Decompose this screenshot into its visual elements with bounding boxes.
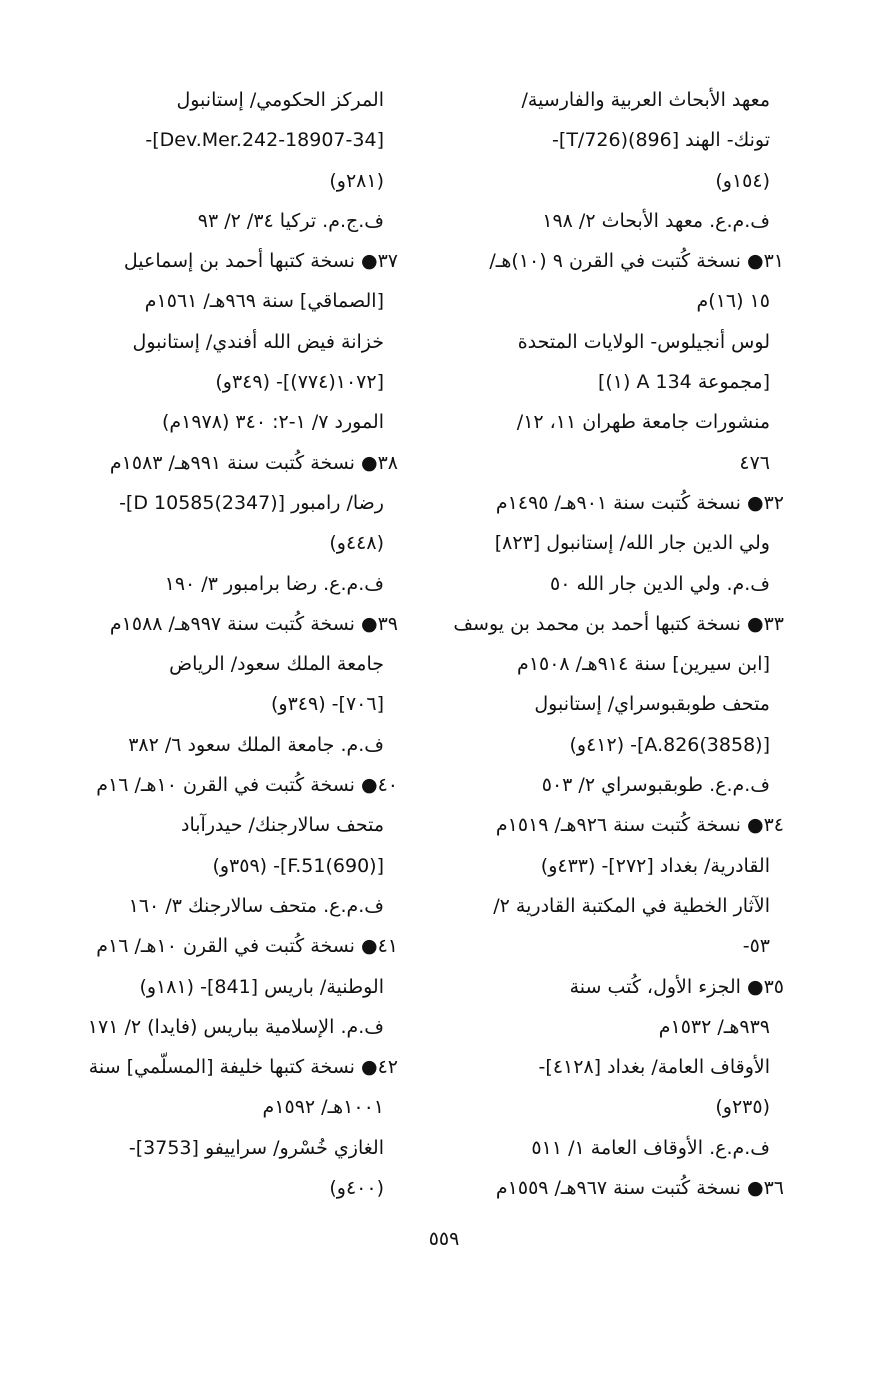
text-line: ١٥ (١٦)م	[696, 290, 770, 313]
text-line: (٤٤٨و)	[329, 532, 384, 555]
text-line: ٥٣-	[742, 935, 770, 958]
left-column	[48, 80, 398, 1208]
entry-heading-line: ٣٧● نسخة كتبها أحمد بن إسماعيل	[123, 250, 398, 273]
text-line: [١٠٧٢(٧٧٤)]- (٣٤٩و)	[215, 371, 384, 394]
text-line: ف.م.ع. متحف سالارجنك ٣/ ١٦٠	[128, 894, 384, 917]
text-line: الغازي خُسْرو/ سراييفو [3753]-	[128, 1136, 384, 1159]
text-line: ٤٧٦	[739, 451, 770, 474]
text-line: الأوقاف العامة/ بغداد [٤١٢٨]-	[538, 1056, 770, 1079]
text-line: ف.م. الإسلامية بباريس (فايدا) ٢/ ١٧١	[87, 1015, 384, 1038]
text-line: [ابن سيرين] سنة ٩١٤هـ/ ١٥٠٨م	[517, 653, 770, 676]
text-line: (٢٣٥و)	[715, 1096, 770, 1119]
entry-heading-line: ٣١● نسخة كُتبت في القرن ٩ (١٠)هـ/	[489, 250, 784, 273]
entry-heading-line: ٤١● نسخة كُتبت في القرن ١٠هـ/ ١٦م	[96, 935, 398, 958]
text-line: [٧٠٦]- (٣٤٩و)	[271, 693, 384, 716]
text-line: خزانة فيض الله أفندي/ إستانبول	[132, 330, 384, 353]
text-line: لوس أنجيلوس- الولايات المتحدة	[517, 330, 770, 353]
text-line: (٤٠٠و)	[329, 1177, 384, 1200]
text-line: [الصماقي] سنة ٩٦٩هـ/ ١٥٦١م	[144, 290, 384, 313]
text-line: متحف سالارجنك/ حيدرآباد	[181, 814, 384, 837]
text-line: جامعة الملك سعود/ الرياض	[169, 653, 384, 676]
entry-heading-line: ٣٢● نسخة كُتبت سنة ٩٠١هـ/ ١٤٩٥م	[495, 491, 784, 514]
text-line: معهد الأبحاث العربية والفارسية/	[521, 89, 770, 111]
text-line: ف.م.ع. رضا برامبور ٣/ ١٩٠	[164, 572, 384, 595]
text-line: الآثار الخطية في المكتبة القادرية ٢/	[493, 894, 770, 917]
text-line: (٢٨١و)	[329, 169, 384, 192]
text-line: تونك- الهند [896)(T/726]-	[552, 129, 770, 152]
text-line: [A.826(3858)]- (٤١٢و)	[569, 733, 770, 756]
text-line: رضا/ رامبور [D 10585(2347)]-	[119, 491, 384, 514]
text-line: ولي الدين جار الله/ إستانبول [٨٢٣]	[494, 532, 770, 555]
entry-heading-line: ٣٣● نسخة كتبها أحمد بن محمد بن يوسف	[453, 612, 784, 635]
text-line: ٩٣٩هـ/ ١٥٣٢م	[658, 1015, 770, 1038]
entry-heading-line: ٤٠● نسخة كُتبت في القرن ١٠هـ/ ١٦م	[96, 774, 398, 797]
text-line: ١٠٠١هـ/ ١٥٩٢م	[262, 1096, 384, 1119]
text-line: المركز الحكومي/ إستانبول	[176, 89, 384, 111]
text-line: [F.51(690)]- (٣٥٩و)	[212, 854, 384, 877]
entry-heading-line: ٣٥● الجزء الأول، كُتب سنة	[569, 975, 784, 998]
text-line: ف.ج.م. تركيا ٣٤/ ٢/ ٩٣	[197, 209, 384, 232]
text-line: منشورات جامعة طهران ١١، ١٢/	[516, 411, 770, 434]
text-line: ف.م.ع. طوبقبوسراي ٢/ ٥٠٣	[541, 774, 770, 797]
text-line: الوطنية/ باريس [841]- (١٨١و)	[139, 975, 384, 998]
text-line: ف.م. ولي الدين جار الله ٥٠	[549, 572, 770, 595]
text-line: ف.م.ع. الأوقاف العامة ١/ ٥١١	[531, 1136, 770, 1159]
text-line: ف.م.ع. معهد الأبحاث ٢/ ١٩٨	[542, 209, 770, 232]
entry-heading-line: ٣٨● نسخة كُتبت سنة ٩٩١هـ/ ١٥٨٣م	[109, 451, 398, 474]
entry-heading-line: ٣٦● نسخة كُتبت سنة ٩٦٧هـ/ ١٥٥٩م	[495, 1177, 784, 1200]
right-column	[432, 80, 784, 1208]
text-line: [مجموعة A 134 (١)]	[597, 371, 770, 394]
text-line: القادرية/ بغداد [٢٧٢]- (٤٣٣و)	[540, 854, 770, 877]
text-line: ف.م. جامعة الملك سعود ٦/ ٣٨٢	[128, 733, 384, 756]
page-number: ٥٥٩	[428, 1228, 460, 1250]
entry-heading-line: ٣٤● نسخة كُتبت سنة ٩٢٦هـ/ ١٥١٩م	[495, 814, 784, 837]
text-line: [34-Dev.Mer.242-18907]-	[145, 129, 384, 152]
text-line: متحف طوبقبوسراي/ إستانبول	[534, 693, 770, 716]
text-line: (١٥٤و)	[715, 169, 770, 192]
entry-heading-line: ٣٩● نسخة كُتبت سنة ٩٩٧هـ/ ١٥٨٨م	[109, 612, 398, 635]
text-line: المورد ٧/ ١-٢: ٣٤٠ (١٩٧٨م)	[161, 411, 384, 434]
entry-heading-line: ٤٢● نسخة كتبها خليفة [المسلّمي] سنة	[88, 1056, 398, 1079]
